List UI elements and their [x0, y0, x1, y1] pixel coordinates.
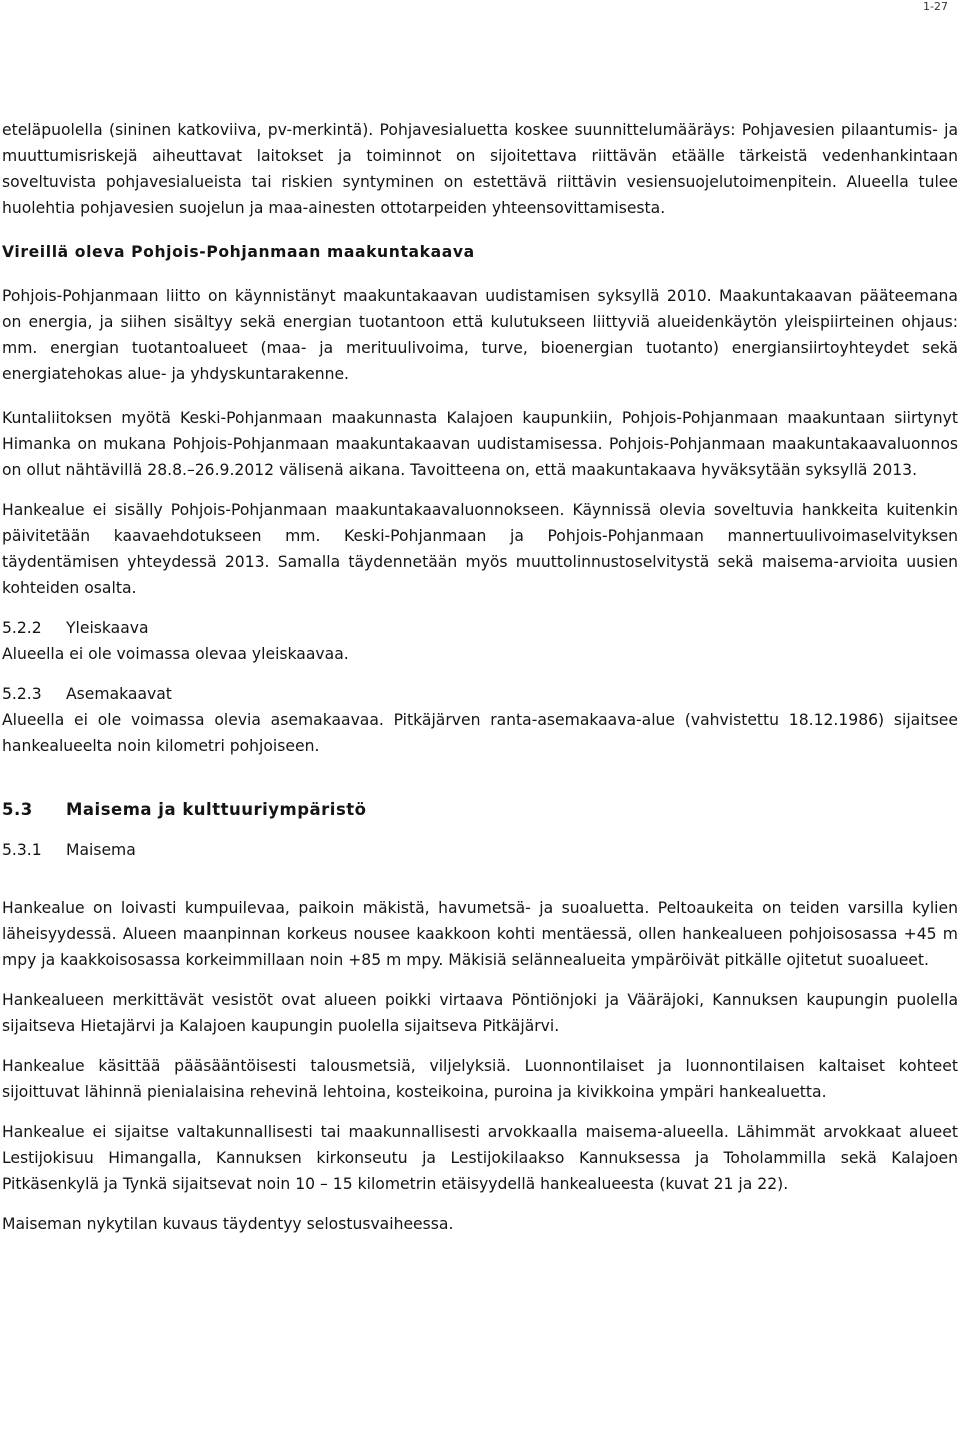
paragraph-landscape-description: Hankealue on loivasti kumpuilevaa, paikoin mäkistä, havumetsä- ja suoaluetta. Peltoaukeita on teiden varsilla kylien läheisyydessä. Alueen maanpinnan korkeus nousee kaakkoon kohti mentäessä, ollen hankealueen pohjoisosassa +45 m mpy ja kaakkoisosassa korkeimmillaan noin +85 m mpy. Mäkisiä selännealueita ympäröivät pitkälle ojitetut suoalueet.: [2, 899, 958, 969]
section-title: Maisema: [66, 841, 136, 859]
section-title: Yleiskaava: [66, 619, 149, 637]
paragraph-groundwater-regulation: eteläpuolella (sininen katkoviiva, pv-merkintä). Pohjavesialuetta koskee suunnittelumääräys: Pohjavesien pilaantumis- ja muuttumisriskejä aiheuttavat laitokset ja toiminnot on sijoitettava riittävän etäälle tärkeistä vedenhankintaan soveltuvista pohjavesialueista tai riskien syntyminen on estettävä riittävin vesiensuojelutoimenpitein. Alueella tulee huolehtia pohjavesien suojelun ja maa-ainesten ottotarpeiden yhteensovittamisesta.: [2, 121, 958, 217]
paragraph-valuable-areas: Hankealue ei sijaitse valtakunnallisesti tai maakunnallisesti arvokkaalla maisema-alueella. Lähimmät arvokkaat alueet Lestijokisuu Himangalla, Kannuksen kirkonseutu ja Lestijokilaakso Kannuksessa ja Toholammilla sekä Kalajoen Pitkäsenkylä ja Tynkä sijaitsevat noin 10 – 15 kilometrin etäisyydellä hankealueesta (kuvat 21 ja 22).: [2, 1123, 958, 1193]
heading-5-2-3: [2, 681, 958, 707]
section-number: 5.3.1: [2, 841, 42, 859]
heading-5-3-1: [2, 837, 958, 863]
section-number: 5.2.2: [2, 619, 42, 637]
section-title: Asemakaavat: [66, 685, 172, 703]
paragraph-general-plan: Alueella ei ole voimassa olevaa yleiskaavaa.: [2, 645, 349, 663]
section-title: Maisema ja kulttuuriympäristö: [66, 800, 367, 819]
paragraph-project-area-status: Hankealue ei sisälly Pohjois-Pohjanmaan maakuntakaavaluonnokseen. Käynnissä olevia soveltuvia hankkeita kuitenkin päivitetään kaavaehdotukseen mm. Keski-Pohjanmaan ja Pohjois-Pohjanmaan mannertuulivoimaselvityksen täydentämisen yhteydessä 2013. Samalla täydennetään myös muuttolinnustoselvitystä sekä maisema-arvioita uusien kohteiden osalta.: [2, 501, 958, 597]
paragraph-description-note: Maiseman nykytilan kuvaus täydentyy selostusvaiheessa.: [2, 1215, 454, 1233]
paragraph-municipal-merger: Kuntaliitoksen myötä Keski-Pohjanmaan maakunnasta Kalajoen kaupunkiin, Pohjois-Pohjanmaan maakuntaan siirtynyt Himanka on mukana Pohjois-Pohjanmaan maakuntakaavan uudistamisessa. Pohjois-Pohjanmaan maakuntakaavaluonnos on ollut nähtävillä 28.8.–26.9.2012 välisenä aikana. Tavoitteena on, että maakuntakaava hyväksytään syksyllä 2013.: [2, 409, 958, 479]
paragraph-regional-plan-renewal: Pohjois-Pohjanmaan liitto on käynnistänyt maakuntakaavan uudistamisen syksyllä 2010. Maakuntakaavan pääteemana on energia, ja siihen sisältyy sekä energian tuotantoon että kulutukseen liittyviä alueidenkäytön yleispiirteinen ohjaus: mm. energian tuotantoalueet (maa- ja merituulivoima, turve, bioenergian tuotanto) energiansiirtoyhteydet sekä energiatehokas alue- ja yhdyskuntarakenne.: [2, 287, 958, 383]
paragraph-water-bodies: Hankealueen merkittävät vesistöt ovat alueen poikki virtaava Pöntiönjoki ja Vääräjoki, Kannuksen kaupungin puolella sijaitseva Hietajärvi ja Kalajoen kaupungin puolella sijaitseva Pitkäjärvi.: [2, 991, 958, 1035]
section-number: 5.2.3: [2, 685, 42, 703]
document-body: [2, 117, 958, 1237]
paragraph-land-use: Hankealue käsittää pääsääntöisesti talousmetsiä, viljelyksiä. Luonnontilaiset ja luonnontilaisen kaltaiset kohteet sijoittuvat lähinnä pienialaisina rehevinä lehtoina, kosteikoina, puroina ja kivikkoina ympäri hankealuetta.: [2, 1057, 958, 1101]
page-number: 1-27: [923, 0, 948, 13]
heading-pending-regional-plan: Vireillä oleva Pohjois-Pohjanmaan maakuntakaava: [2, 243, 475, 261]
paragraph-detailed-plans: Alueella ei ole voimassa olevia asemakaavaa. Pitkäjärven ranta-asemakaava-alue (vahvistettu 18.12.1986) sijaitsee hankealueelta noin kilometri pohjoiseen.: [2, 711, 958, 755]
heading-5-3: [2, 797, 958, 823]
section-number: 5.3: [2, 800, 33, 819]
heading-5-2-2: [2, 615, 958, 641]
